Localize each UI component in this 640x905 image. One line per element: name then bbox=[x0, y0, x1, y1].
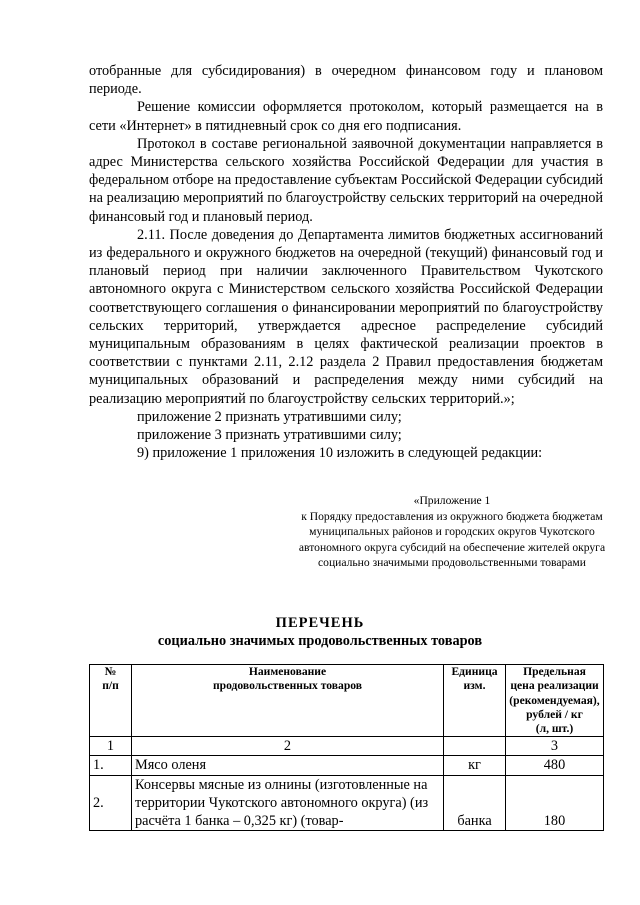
row-price: 480 bbox=[506, 756, 604, 775]
paragraph: приложение 3 признать утратившими силу; bbox=[137, 427, 402, 444]
annex-title: «Приложение 1 bbox=[413, 494, 491, 507]
paragraph: 9) приложение 1 приложения 10 изложить в следующей редакции: bbox=[137, 445, 543, 462]
header-unit: Единица изм. bbox=[444, 665, 506, 737]
row-number: 2. bbox=[90, 775, 132, 831]
list-subtitle: социально значимых продовольственных товаров bbox=[157, 633, 483, 649]
paragraph: Протокол в составе региональной заявочной документации направляется в адрес Министерства сельского хозяйства Российской Федерации для участия в федеральном отборе на предоставление субъектам Российской Федерации субсидий на реализацию мероприятий по благоустройству сельских территорий на очередной финансовый год и плановый период. bbox=[89, 135, 603, 225]
row-price: 180 bbox=[506, 775, 604, 831]
row-unit: банка bbox=[444, 775, 506, 831]
paragraph: приложение 2 признать утратившими силу; bbox=[137, 408, 402, 425]
paragraph: 2.11. После доведения до Департамента лимитов бюджетных ассигнований из федерального и окружного бюджетов на очередной (текущий) финансовый год и плановый период при наличии заключенного Правительством Чукотского автономного округа с Министерством сельского хозяйства Российской Федерации соответствующего соглашения о финансировании мероприятий по благоустройству сельских территорий, утверждается адресное распределение субсидий муниципальным образованиям в целях фактической реализации проектов в соответствии с пунктами 2.11, 2.12 раздела 2 Правил предоставления бюджетам муниципальных образований и распределения между ними субсидий на реализацию мероприятий по благоустройству сельских территорий.»; bbox=[89, 226, 603, 407]
table-header-row bbox=[90, 665, 604, 737]
row-name: Консервы мясные из олнины (изготовленные на территории Чукотского автономного округа) (из расчёта 1 банка – 0,325 кг) (товар- bbox=[132, 775, 444, 831]
annex-description: к Порядку предоставления из окружного бюджета бюджетам муниципальных районов и городских округов Чукотского автономного округа субсидий на обеспечение жителей округа социально значимыми продовольственными товарами bbox=[298, 509, 606, 570]
annex-reference bbox=[298, 493, 606, 571]
column-number: 2 bbox=[132, 737, 444, 756]
row-name: Мясо оленя bbox=[132, 756, 444, 775]
column-number: 3 bbox=[506, 737, 604, 756]
goods-table bbox=[89, 664, 604, 831]
header-name: Наименование продовольственных товаров bbox=[132, 665, 444, 737]
list-title: ПЕРЕЧЕНЬ bbox=[275, 615, 365, 631]
table-row bbox=[90, 775, 604, 831]
column-number: 1 bbox=[90, 737, 132, 756]
paragraph: Решение комиссии оформляется протоколом, который размещается на в сети «Интернет» в пятидневный срок со дня его подписания. bbox=[89, 99, 603, 134]
column-number-row bbox=[90, 737, 604, 756]
table-row bbox=[90, 756, 604, 775]
column-number bbox=[444, 737, 506, 756]
row-number: 1. bbox=[90, 756, 132, 775]
paragraph: отобранные для субсидирования) в очередном финансовом году и плановом периоде. bbox=[89, 63, 603, 98]
header-no: № п/п bbox=[90, 665, 132, 737]
body-text bbox=[89, 62, 603, 462]
header-price: Предельная цена реализации (рекомендуемая), рублей / кг (л, шт.) bbox=[506, 665, 604, 737]
row-unit: кг bbox=[444, 756, 506, 775]
